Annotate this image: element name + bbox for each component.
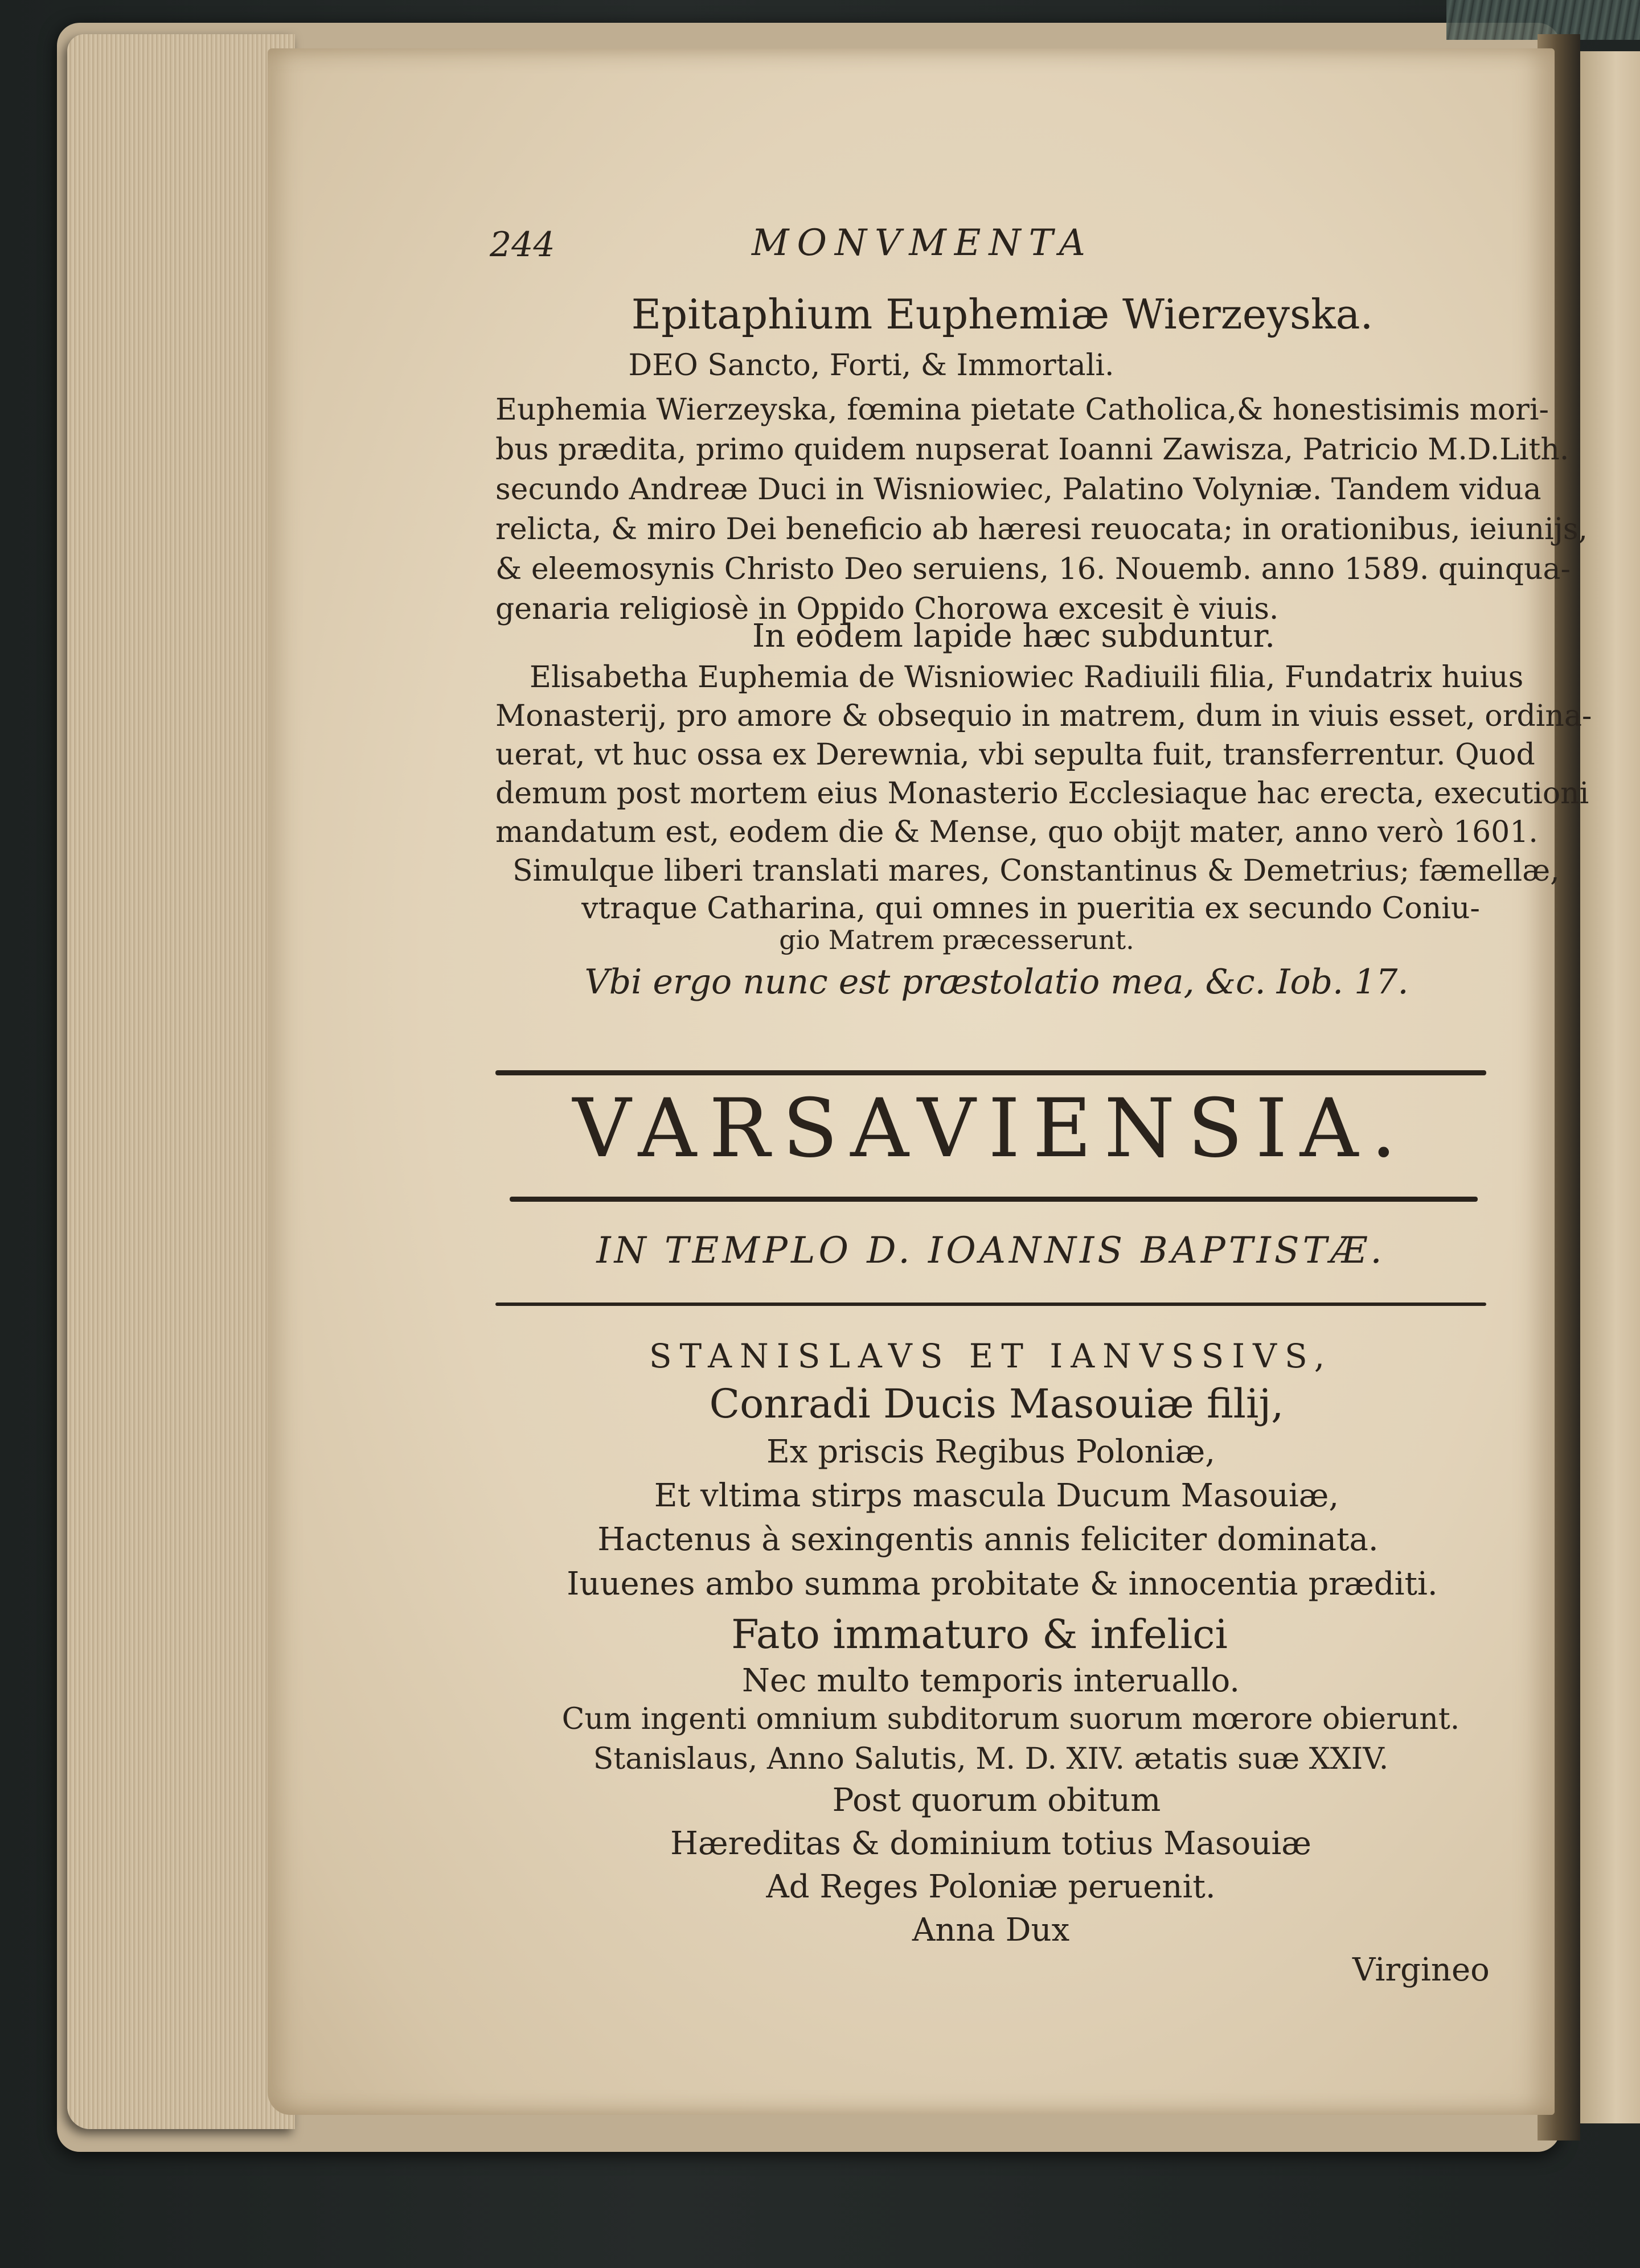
paragraph-line: Monasterij, pro amore & obsequio in matrem, dum in viuis esset, ordina- (495, 699, 1592, 733)
paragraph-line: mandatum est, eodem die & Mense, quo obijt mater, anno verò 1601. (495, 815, 1538, 849)
paragraph-line: Euphemia Wierzeyska, fœmina pietate Catholica,& honestisimis mori- (495, 393, 1549, 427)
paragraph-line: demum post mortem eius Monasterio Ecclesiaque hac erecta, executioni (495, 776, 1589, 811)
scripture-quote: Vbi ergo nunc est præstolatio mea, &c. Iob. 17. (584, 962, 1409, 1002)
paragraph-line: relicta, & miro Dei beneficio ab hæresi reuocata; in orationibus, ieiunijs, (495, 512, 1588, 547)
catchword: Virgineo (1352, 1951, 1490, 1988)
inscription-line: STANISLAVS ET IANVSSIVS, (649, 1337, 1333, 1375)
page-number: 244 (490, 225, 555, 265)
church-heading: IN TEMPLO D. IOANNIS BAPTISTÆ. (596, 1230, 1385, 1272)
inscription-line: Post quorum obitum (832, 1782, 1161, 1819)
paragraph-line: secundo Andreæ Duci in Wisniowiec, Palatino Volyniæ. Tandem vidua (495, 472, 1541, 507)
paragraph-line: Simulque liberi translati mares, Constantinus & Demetrius; fæmellæ, (512, 854, 1560, 888)
inscription-line: Cum ingenti omnium subditorum suorum mœrore obierunt. (561, 1702, 1460, 1736)
page-edges (67, 34, 295, 2129)
inscription-line: Ex priscis Regibus Poloniæ, (766, 1433, 1216, 1470)
paragraph-line: genaria religiosè in Oppido Chorowa excesit è viuis. (495, 592, 1279, 626)
inscription-line: Et vltima stirps mascula Ducum Masouiæ, (654, 1477, 1339, 1514)
inscription-line: Hæreditas & dominium totius Masouiæ (670, 1825, 1311, 1862)
inscription-line: Ad Reges Poloniæ peruenit. (766, 1868, 1216, 1905)
section-title: VARSAVIENSIA. (572, 1082, 1409, 1176)
epitaph-subheading: In eodem lapide hæc subduntur. (752, 618, 1276, 655)
closing-line: vtraque Catharina, qui omnes in pueritia ex secundo Coniu- (581, 891, 1480, 926)
section-rule-top (495, 1070, 1486, 1075)
inscription-line: Hactenus à sexingentis annis feliciter dominata. (597, 1521, 1379, 1558)
closing-line: gio Matrem præcesserunt. (779, 925, 1134, 955)
inscription-line: Conradi Ducis Masouiæ filij, (709, 1380, 1284, 1427)
paragraph-line: & eleemosynis Christo Deo seruiens, 16. Nouemb. anno 1589. quinqua- (495, 552, 1571, 586)
inscription-line: Fato immaturo & infelici (731, 1611, 1228, 1658)
inscription-line: Nec multo temporis interuallo. (741, 1662, 1240, 1699)
section-rule-middle (510, 1197, 1478, 1202)
section-rule-bottom (495, 1303, 1486, 1306)
epitaph-dedication: DEO Sancto, Forti, & Immortali. (628, 348, 1114, 383)
paragraph-line: bus prædita, primo quidem nupserat Ioanni Zawisza, Patricio M.D.Lith. (495, 433, 1569, 467)
inscription-line: Iuuenes ambo summa probitate & innocentia præditi. (567, 1566, 1438, 1603)
inscription-line: Stanislaus, Anno Salutis, M. D. XIV. ætatis suæ XXIV. (593, 1742, 1389, 1776)
inscription-line: Anna Dux (912, 1912, 1070, 1949)
epitaph-title: Epitaphium Euphemiæ Wierzeyska. (631, 290, 1374, 338)
running-title: MONVMENTA (752, 222, 1093, 264)
facing-page-edge (1580, 51, 1640, 2123)
paragraph-line: uerat, vt huc ossa ex Derewnia, vbi sepulta fuit, transferrentur. Quod (495, 738, 1535, 772)
paragraph-line: Elisabetha Euphemia de Wisniowiec Radiuili filia, Fundatrix huius (530, 660, 1524, 695)
